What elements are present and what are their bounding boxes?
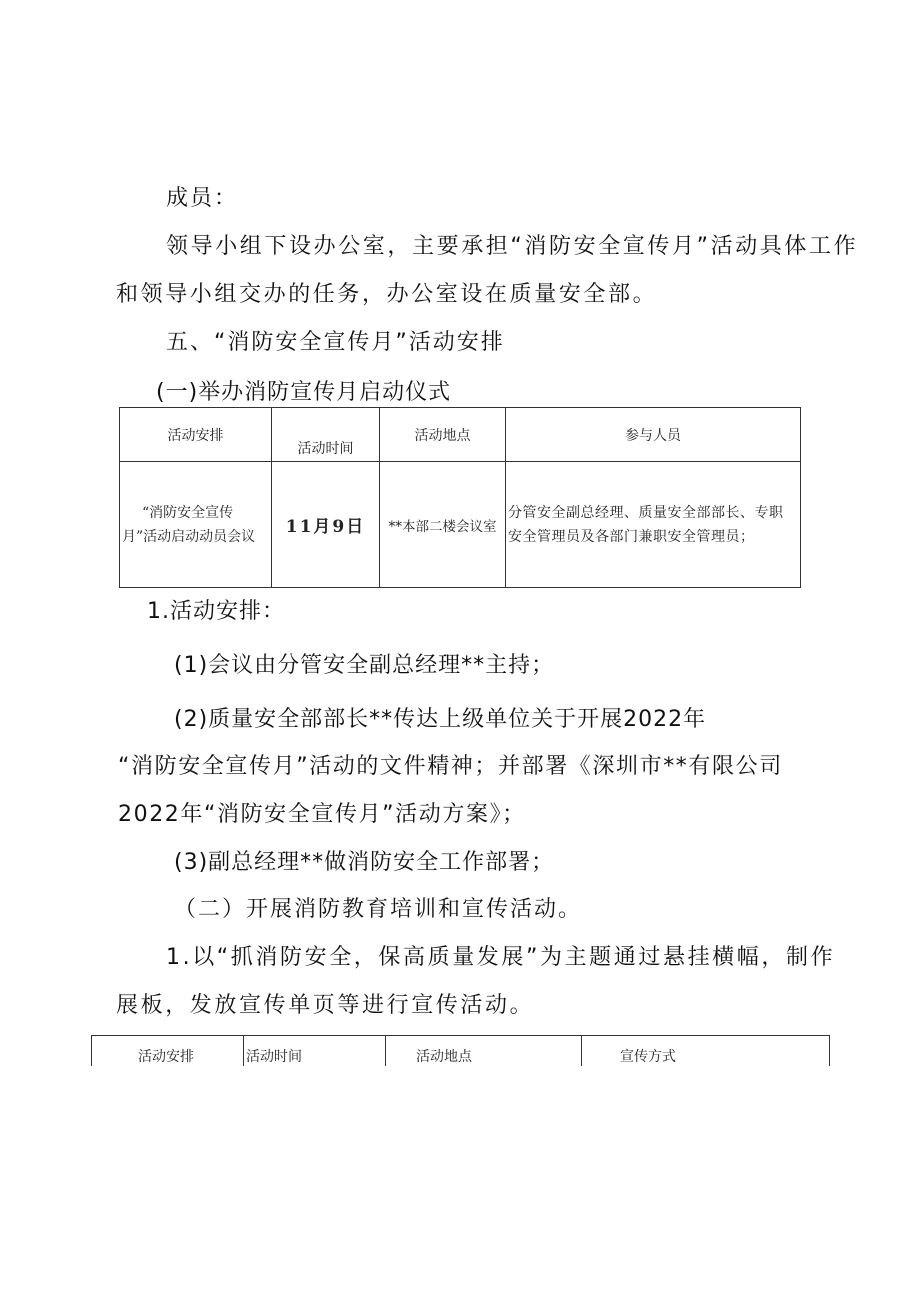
point-1-line2: 展板，发放宣传单页等进行宣传活动。 [116, 993, 535, 1018]
item-2-line3: 2022年“消防安全宣传月”活动方案》； [118, 802, 526, 827]
header-time: 活动时间 [272, 408, 380, 462]
paragraph-members: 成员： [166, 186, 239, 211]
publicity-table [91, 1035, 830, 1066]
launch-ceremony-table [119, 407, 801, 588]
cell-place: **本部二楼会议室 [380, 462, 506, 588]
header-place: 活动地点 [386, 1036, 582, 1066]
header-participants: 参与人员 [506, 408, 801, 462]
subsection-1-heading: (一)举办消防宣传月启动仪式 [156, 380, 452, 405]
cell-participants: 分管安全副总经理、质量安全部部长、专职安全管理员及各部门兼职安全管理员； [506, 462, 801, 588]
item-3: (3)副总经理**做消防安全工作部署； [174, 850, 555, 875]
header-method: 宣传方式 [582, 1036, 830, 1066]
activity-heading: 1.活动安排： [147, 599, 285, 624]
item-1: (1)会议由分管安全副总经理**主持； [174, 653, 555, 678]
table-row [120, 462, 801, 588]
item-2-line1: (2)质量安全部部长**传达上级单位关于开展2022年 [174, 707, 707, 732]
cell-arrangement-text: “消防安全宣传月”活动启动动员会议 [122, 504, 256, 545]
paragraph-office-line1: 领导小组下设办公室，主要承担“消防安全宣传月”活动具体工作 [166, 234, 859, 259]
item-2-line2: “消防安全宣传月”活动的文件精神；并部署《深圳市**有限公司 [118, 754, 783, 779]
paragraph-office-line2: 和领导小组交办的任务，办公室设在质量安全部。 [116, 282, 658, 307]
header-arrangement: 活动安排 [120, 408, 272, 462]
cell-arrangement [120, 462, 272, 588]
section-5-heading: 五、“消防安全宣传月”活动安排 [166, 330, 505, 355]
header-time: 活动时间 [244, 1036, 386, 1066]
table-header-row [92, 1036, 830, 1066]
subsection-2-heading: （二）开展消防教育培训和宣传活动。 [174, 897, 583, 922]
table-header-row [120, 408, 801, 462]
header-place: 活动地点 [380, 408, 506, 462]
cell-time: 11月9日 [272, 462, 380, 588]
point-1-line1: 1.以“抓消防安全，保高质量发展”为主题通过悬挂横幅，制作 [166, 945, 836, 970]
header-arrangement: 活动安排 [92, 1036, 244, 1066]
